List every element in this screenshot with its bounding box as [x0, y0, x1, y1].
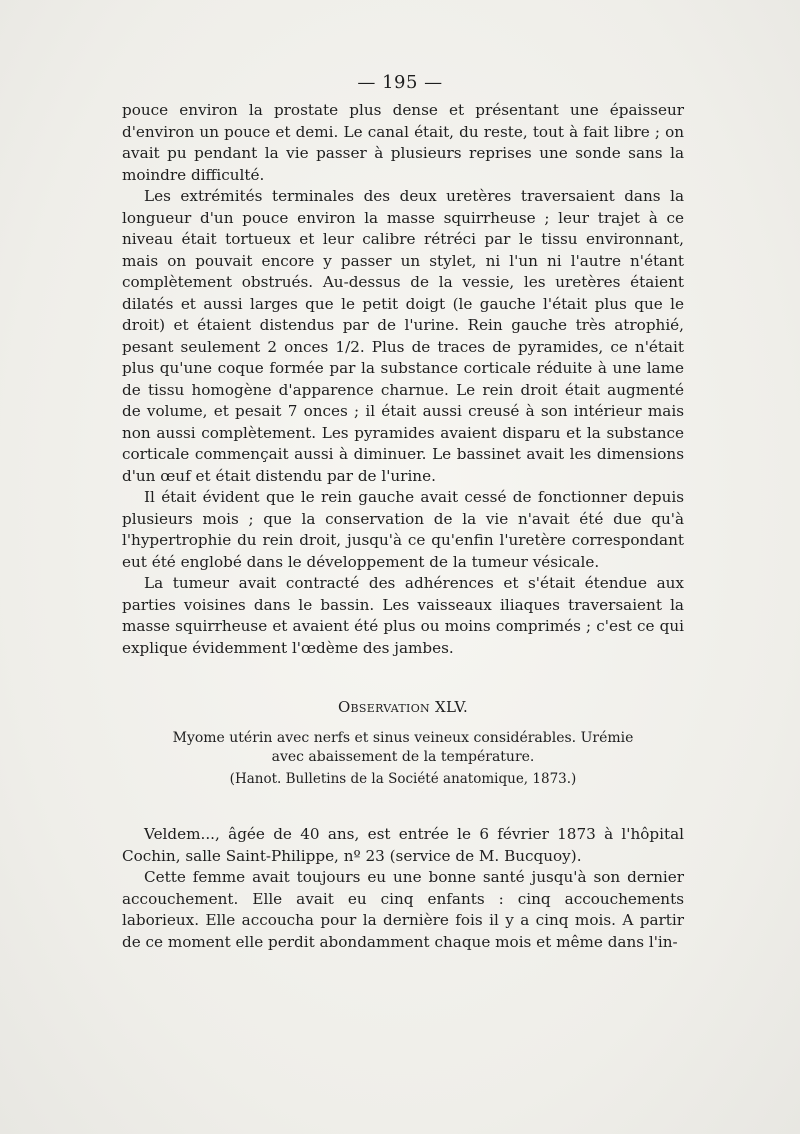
observation-subtitle: Myome utérin avec nerfs et sinus veineux considérables. Urémie avec abaissement de la température.: [172, 729, 634, 765]
observation-title: Observation XLV.: [337, 698, 469, 716]
paragraph-5: Veldem..., âgée de 40 ans, est entrée le 6 février 1873 à l'hôpital Cochin, salle Saint-Philippe, nº 23 (service de M. Bucquoy).: [122, 825, 684, 865]
paragraph-2: Les extrémités terminales des deux uretères traversaient dans la longueur d'un pouce environ la masse squirrheuse ; leur trajet à ce niveau était tortueux et leur calibre rétréci par le tissu environnant, mais on pouvait encore y passer un stylet, ni l'un ni l'autre n'étant complètement obstrués. Au-dessus de la vessie, les uretères étaient dilatés et aussi larges que le petit doigt (le gauche l'était plus que le droit) et étaient distendus par de l'urine. Rein gauche très atrophié, pesant seulement 2 onces 1/2. Plus de traces de pyramides, ce n'était plus qu'une coque formée par la substance corticale réduite à une lame de tissu homogène d'apparence charnue. Le rein droit était augmenté de volume, et pesait 7 onces ; il était aussi creusé à son intérieur mais non aussi complètement. Les pyramides avaient disparu et la substance corticale commençait aussi à diminuer. Le bassinet avait les dimensions d'un œuf et était distendu par de l'urine.: [122, 187, 684, 485]
observation-body: [122, 824, 684, 953]
page-number: — 195 —: [357, 72, 443, 93]
text-body: [122, 100, 684, 953]
paragraph-4: La tumeur avait contracté des adhérences et s'était étendue aux parties voisines dans le bassin. Les vaisseaux iliaques traversaient la masse squirrheuse et avaient été plus ou moins comprimés ; c'est ce qui explique évidemment l'œdème des jambes.: [122, 574, 684, 657]
paragraph-1: pouce environ la prostate plus dense et présentant une épaisseur d'environ un pouce et demi. Le canal était, du reste, tout à fait libre ; on avait pu pendant la vie passer à plusieurs reprises une sonde sans la moindre difficulté.: [122, 101, 684, 184]
paragraph-3: Il était évident que le rein gauche avait cessé de fonctionner depuis plusieurs mois ; que la conservation de la vie n'avait été due qu'à l'hypertrophie du rein droit, jusqu'à ce qu'enfin l'uretère correspondant eut été englobé dans le développement de la tumeur vésicale.: [122, 488, 684, 571]
observation-source: (Hanot. Bulletins de la Société anatomique, 1873.): [229, 770, 577, 787]
paragraph-6: Cette femme avait toujours eu une bonne santé jusqu'à son dernier accouchement. Elle avait eu cinq enfants : cinq accouchements laborieux. Elle accoucha pour la dernière fois il y a cinq mois. A partir de ce moment elle perdit abondamment chaque mois et même dans l'in-: [122, 868, 684, 951]
